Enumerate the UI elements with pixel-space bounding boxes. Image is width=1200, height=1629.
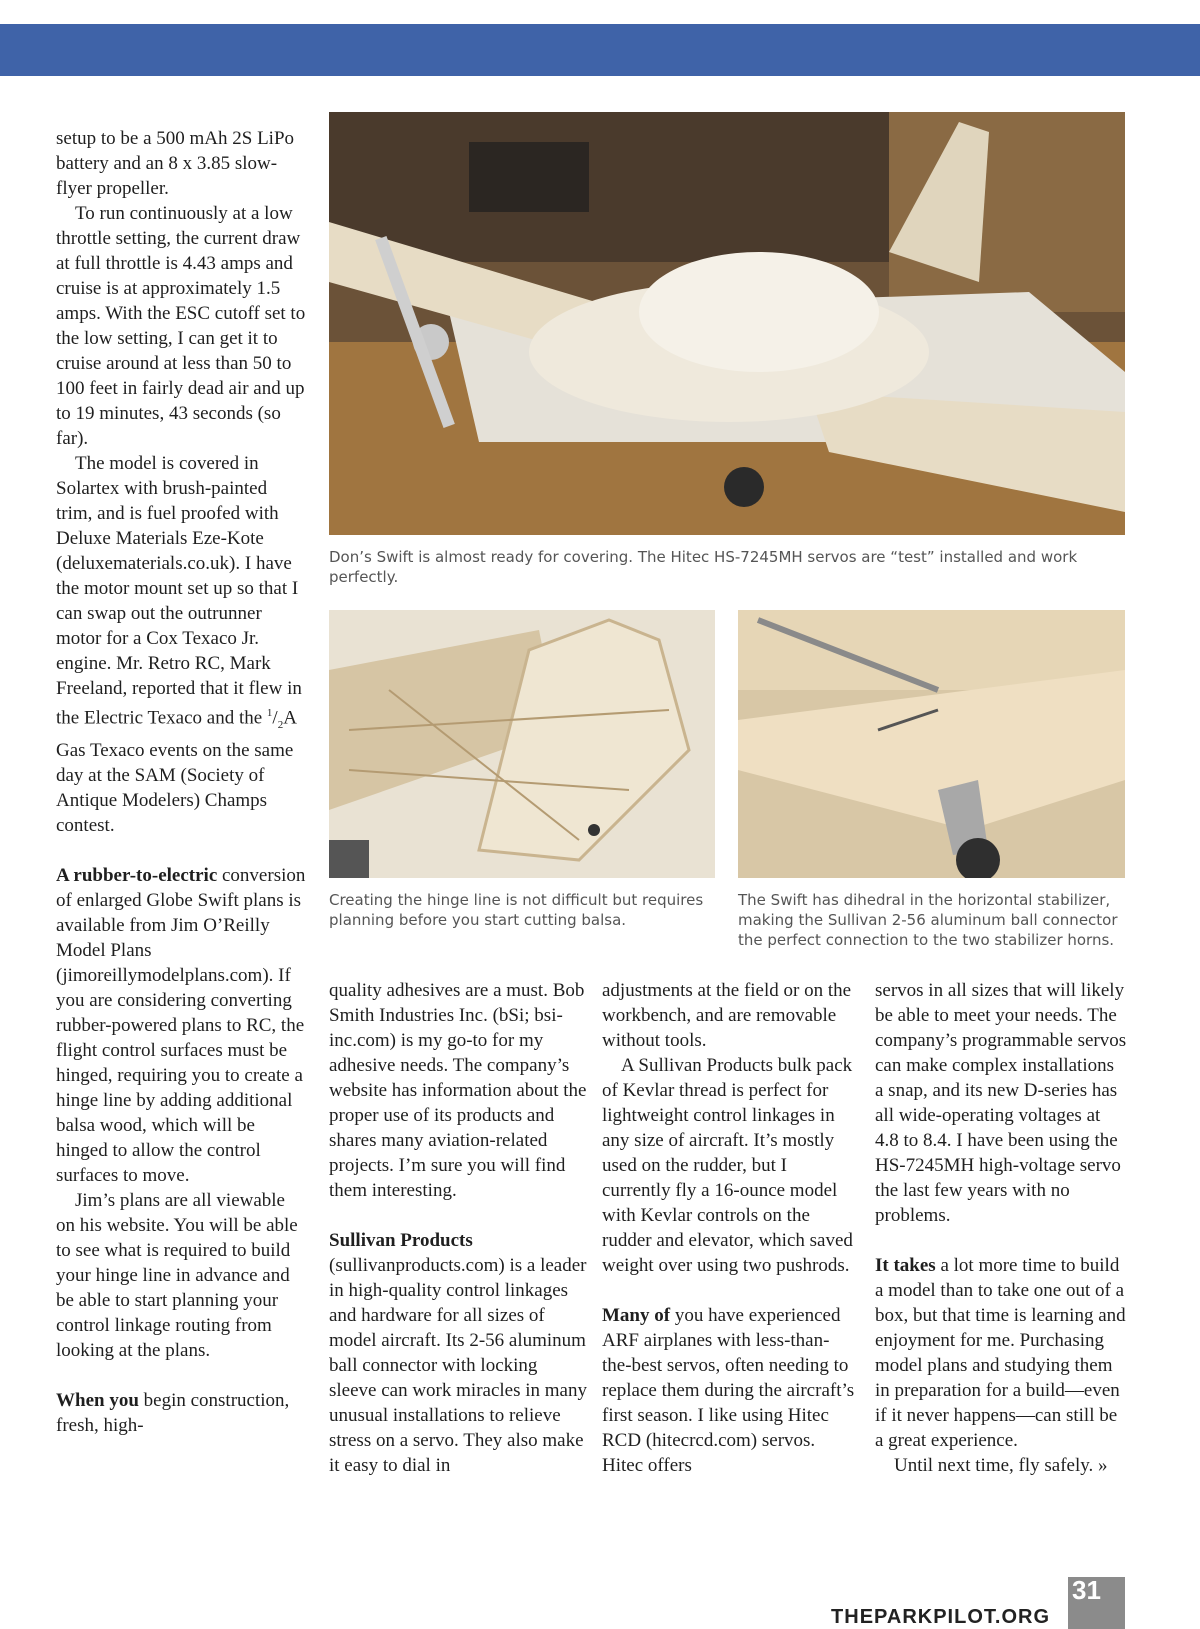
paragraph: Jim’s plans are all viewable on his website. You will be able to see what is required to build your hinge line in advance and be able to start planning your control linkage routing from looking at the plans.: [56, 1190, 298, 1362]
paragraph: A rubber-to-electric conversion of enlarged Globe Swift plans is available from Jim O’Reilly Model Plans (jimoreillymodelplans.com). If you are considering converting rubber-powered plans to RC, the flight control surfaces must be hinged, requiring you to create a hinge line by adding additional balsa wood, which will be hinged to allow the control surfaces to move.: [56, 865, 306, 1187]
header-bar: [0, 24, 1200, 76]
photo-stabilizer-connector: [738, 610, 1125, 878]
paragraph: setup to be a 500 mAh 2S LiPo battery and an 8 x 3.85 slow-flyer propeller.: [56, 128, 295, 199]
photo-hinge-line: [329, 610, 715, 878]
text-column-1: [56, 126, 306, 1438]
caption-main-photo: Don’s Swift is almost ready for covering. The Hitec HS-7245MH servos are “test” installed and work perfectly.: [329, 548, 1078, 586]
site-url: THEPARKPILOT.ORG: [831, 1606, 1050, 1628]
paragraph: quality adhesives are a must. Bob Smith Industries Inc. (bSi; bsi-inc.com) is my go-to for my adhesive needs. The company’s website has information about the proper use of its products and shares many aviation-related projects. I’m sure you will find them interesting.: [329, 980, 587, 1201]
caption-left-photo: Creating the hinge line is not difficult but requires planning before you start cutting balsa.: [329, 891, 704, 929]
text-column-4: [875, 978, 1127, 1478]
caption-right-photo: The Swift has dihedral in the horizontal stabilizer, making the Sullivan 2-56 aluminum ball connector the perfect connection to the two stabilizer horns.: [738, 891, 1118, 949]
paragraph: It takes a lot more time to build a model than to take one out of a box, but that time is learning and enjoyment for me. Purchasing model plans and studying them in preparation for a build—even if it never happens—can still be a great experience.: [875, 1255, 1126, 1451]
paragraph: adjustments at the field or on the workbench, and are removable without tools.: [602, 980, 852, 1051]
paragraph: To run continuously at a low throttle setting, the current draw at full throttle is 4.43 amps and cruise is at approximately 1.5 amps. With the ESC cutoff set to the low setting, I can get it to cruise around at less than 50 to 100 feet in fairly dead air and up to 19 minutes, 43 seconds (so far).: [56, 203, 306, 449]
paragraph: servos in all sizes that will likely be able to meet your needs. The company’s programmable servos can make complex installations a snap, and its new D-series has all wide-operating voltages at 4.8 to 8.4. I have been using the HS-7245MH high-voltage servo the last few years with no problems.: [875, 980, 1127, 1226]
text-column-3: [602, 978, 856, 1478]
paragraph: A Sullivan Products bulk pack of Kevlar thread is perfect for lightweight control linkages in any size of aircraft. It’s mostly used on the rudder, but I currently fly a 16-ounce model with Kevlar controls on the rudder and elevator, which saved weight over using two pushrods.: [602, 1055, 853, 1276]
paragraph: The model is covered in Solartex with brush-painted trim, and is fuel proofed with Deluxe Materials Eze-Kote (deluxematerials.co.uk). I have the motor mount set up so that I can swap out the outrunner motor for a Cox Texaco Jr. engine. Mr. Retro RC, Mark Freeland, reported that it flew in the Electric Texaco and the $^1/_2A$ Gas Texaco events on the same day at the SAM (Society of Antique Modelers) Champs contest.: [56, 453, 302, 837]
paragraph: When you begin construction, fresh, high-: [56, 1390, 290, 1437]
main-photo-swift: [329, 112, 1125, 535]
page-number: 31: [1068, 1577, 1125, 1629]
paragraph: Many of you have experienced ARF airplanes with less-than-the-best servos, often needing to replace them during the aircraft’s first season. I like using Hitec RCD (hitecrcd.com) servos. Hitec offers: [602, 1305, 855, 1476]
text-column-2: [329, 978, 587, 1478]
paragraph: Sullivan Products (sullivanproducts.com) is a leader in high-quality control linkages and hardware for all sizes of model aircraft. Its 2-56 aluminum ball connector with locking sleeve can work miracles in many unusual installations to relieve stress on a servo. They also make it easy to dial in: [329, 1230, 587, 1476]
paragraph: Until next time, fly safely. »: [894, 1455, 1108, 1476]
